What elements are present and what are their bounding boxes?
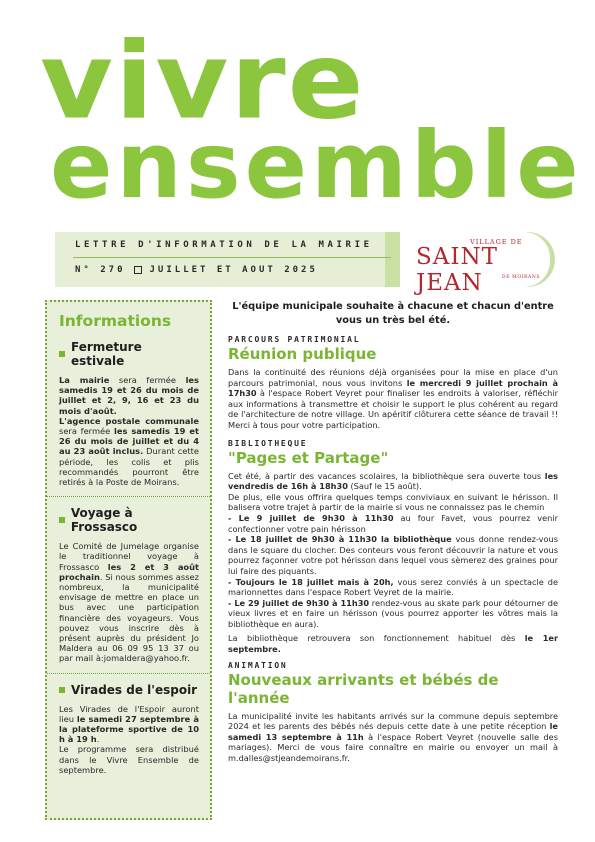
masthead-ensemble: ensemble	[50, 112, 583, 219]
bold-text: le samedi 27 septembre à la plateforme sportive de 10 h à 19 h	[59, 713, 199, 745]
virades-paragraph-1	[59, 704, 199, 745]
text: . Si nous sommes assez nombreux, la municipalité envisage de mettre en place un bus avec une participation financière des voyageurs. Vous pouvez vous inscrire dès à présent auprès du président Jo Maldera au 06 09 95 13 37 ou par mail à:jomaldera@yahoo.fr.	[59, 571, 199, 664]
bold-text: les 2 et 3 août prochain	[59, 561, 199, 582]
logo-main-text: SAINT JEAN	[416, 244, 498, 296]
text: sera fermée	[109, 375, 186, 385]
banner-strip	[55, 232, 385, 287]
section-heading-virades	[59, 683, 199, 697]
text: rendez-vous au skate park pour détourner de vieux livres et en faire un hérisson (vous pourrez apporter les vôtres mais la bibliothèque en aura).	[228, 597, 558, 629]
issue-line	[75, 265, 318, 275]
text: Durant cette période, les colis et plis recommandés pourront être retirés à la Poste de Moirans.	[59, 446, 199, 488]
fermeture-paragraph-2	[59, 416, 199, 487]
bibliotheque-paragraph-2: De plus, elle vous offrira quelques temps conviviaux en suivant le hérisson. Il balisera votre trajet à partir de la mairie si vous ne connaissez pas le chemin	[228, 491, 558, 513]
heading-text: Voyage à Frossasco	[70, 506, 138, 535]
text: (Sauf le 15 août).	[347, 481, 422, 492]
text: Les Virades de l'Espoir auront lieu	[59, 703, 199, 724]
sidebar-divider	[47, 673, 210, 674]
text: vous serez conviés à un spectacle de marionnettes dans l'espace Robert Veyret de la mairie.	[228, 576, 558, 598]
square-icon	[134, 266, 142, 274]
fermeture-paragraph-1	[59, 375, 199, 416]
sidebar-title: Informations	[59, 312, 172, 330]
square-bullet-icon	[59, 517, 65, 523]
bold-text: le 1er septembre.	[228, 633, 558, 655]
newsletter-title: LETTRE D'INFORMATION DE LA MAIRIE	[75, 240, 373, 250]
bibliotheque-reopening	[228, 633, 558, 654]
reunion-paragraph	[228, 367, 558, 431]
text: Cet été, à partir des vacances scolaires, la bibliothèque sera ouverte tous	[228, 470, 545, 481]
informations-sidebar	[45, 300, 212, 820]
masthead	[0, 0, 595, 230]
banner-divider	[73, 257, 391, 258]
bold-text: le mercredi 9 juillet prochain à 17h30	[228, 377, 558, 399]
bold-text: les vendredis de 16h à 18h30	[228, 470, 558, 492]
main-column	[228, 300, 558, 764]
square-bullet-icon	[59, 687, 65, 693]
issue-date: JUILLET ET AOUT 2025	[149, 265, 318, 275]
section-label-bibliotheque: BIBLIOTHEQUE	[228, 438, 308, 448]
logo-sub-text: DE MOIRANS	[502, 275, 541, 280]
bold-text: - Le 29 juillet de 9h30 à 11h30	[228, 597, 370, 608]
bold-text: - Toujours le 18 juillet mais à 20h,	[228, 576, 394, 587]
virades-paragraph-2: Le programme sera distribué dans le Vivre Ensemble de septembre.	[59, 744, 199, 775]
bold-text: La mairie	[59, 375, 110, 385]
village-logo	[400, 232, 550, 296]
header-banner	[55, 232, 555, 296]
event-item-4	[228, 598, 558, 630]
animation-paragraph	[228, 711, 558, 764]
text: .	[96, 734, 100, 745]
bold-text: les samedis 19 et 26 du mois de juillet et 2, 9, 16 et 23 du mois d'août.	[59, 375, 199, 416]
section-title-reunion: Réunion publique	[228, 345, 377, 363]
section-title-pages-partage: "Pages et Partage"	[228, 448, 389, 467]
masthead-vivre: vivre	[40, 19, 366, 143]
heading-text: Virades de l'espoir	[71, 682, 198, 697]
logo-small-text: VILLAGE DE	[470, 238, 523, 246]
square-bullet-icon	[59, 351, 65, 357]
text: sera fermée	[59, 426, 114, 437]
text: vous donne rendez-vous dans le square du clocher. Des conteurs vous feront découvrir la nature et vous pourrez façonner votre pot hérisson dans lequel vous sèmerez des graines pour lui faire des piquants.	[228, 534, 558, 576]
sidebar-divider	[47, 496, 210, 497]
text: La bibliothèque retrouvera son fonctionnement habituel dès	[228, 633, 525, 644]
event-item-3	[228, 577, 558, 598]
bold-text: L'agence postale communale	[59, 415, 199, 426]
text: Dans la continuité des réunions déjà organisées pour la mise en place d'un parcours patrimonial, nous vous invitons	[228, 367, 558, 388]
intro-message: L'équipe municipale souhaite à chacune et chacun d'entre vous un très bel été.	[232, 301, 554, 326]
section-label-animation: ANIMATION	[228, 660, 288, 670]
section-heading-fermeture	[59, 340, 199, 368]
text: au four Favet, vous pourrez venir confectionner votre pain hérisson	[228, 512, 558, 534]
bibliotheque-paragraph-1	[228, 471, 558, 492]
bold-text: - Le 18 juillet de 9h30 à 11h30 la bibliothèque	[228, 534, 452, 545]
text: Le Comité de Jumelage organise le traditionnel voyage à Frossasco	[59, 541, 199, 572]
heading-text: Fermeture estivale	[70, 340, 142, 368]
bold-text: les samedis 19 et 26 du mois de juillet et du 4 au 23 août inclus.	[59, 426, 199, 457]
voyage-paragraph	[59, 541, 199, 663]
issue-number: N° 270	[75, 265, 126, 275]
section-label-parcours: PARCOURS PATRIMONIAL	[228, 335, 361, 344]
event-item-1	[228, 513, 558, 534]
text: à l'espace Robert Veyret (nouvelle salle des mariages). Merci de vous faire connaître en mairie ou envoyer un mail à m.dalles@stjeandemoirans.fr.	[228, 731, 558, 764]
bold-text: - Le 9 juillet de 9h30 à 11h30	[228, 512, 394, 523]
section-heading-voyage	[59, 506, 199, 534]
event-item-2	[228, 534, 558, 576]
text: à l'espace Robert Veyret pour finaliser les endroits à valoriser, réfléchir aux informations à transmettre et choisir le support le plus cohérent au regard de l'architecture de notre village. Un apéritif clôturera cette séance de travail !! Merci à tous pour votre participation.	[228, 388, 558, 430]
text: La municipalité invite les habitants arrivés sur la commune depuis septembre 2024 et les parents des bébés nés depuis cette date à une petite réception	[228, 710, 558, 732]
bold-text: le samedi 13 septembre à 11h	[228, 721, 558, 742]
section-title-nouveaux-arrivants: Nouveaux arrivants et bébés de l'année	[228, 670, 499, 707]
